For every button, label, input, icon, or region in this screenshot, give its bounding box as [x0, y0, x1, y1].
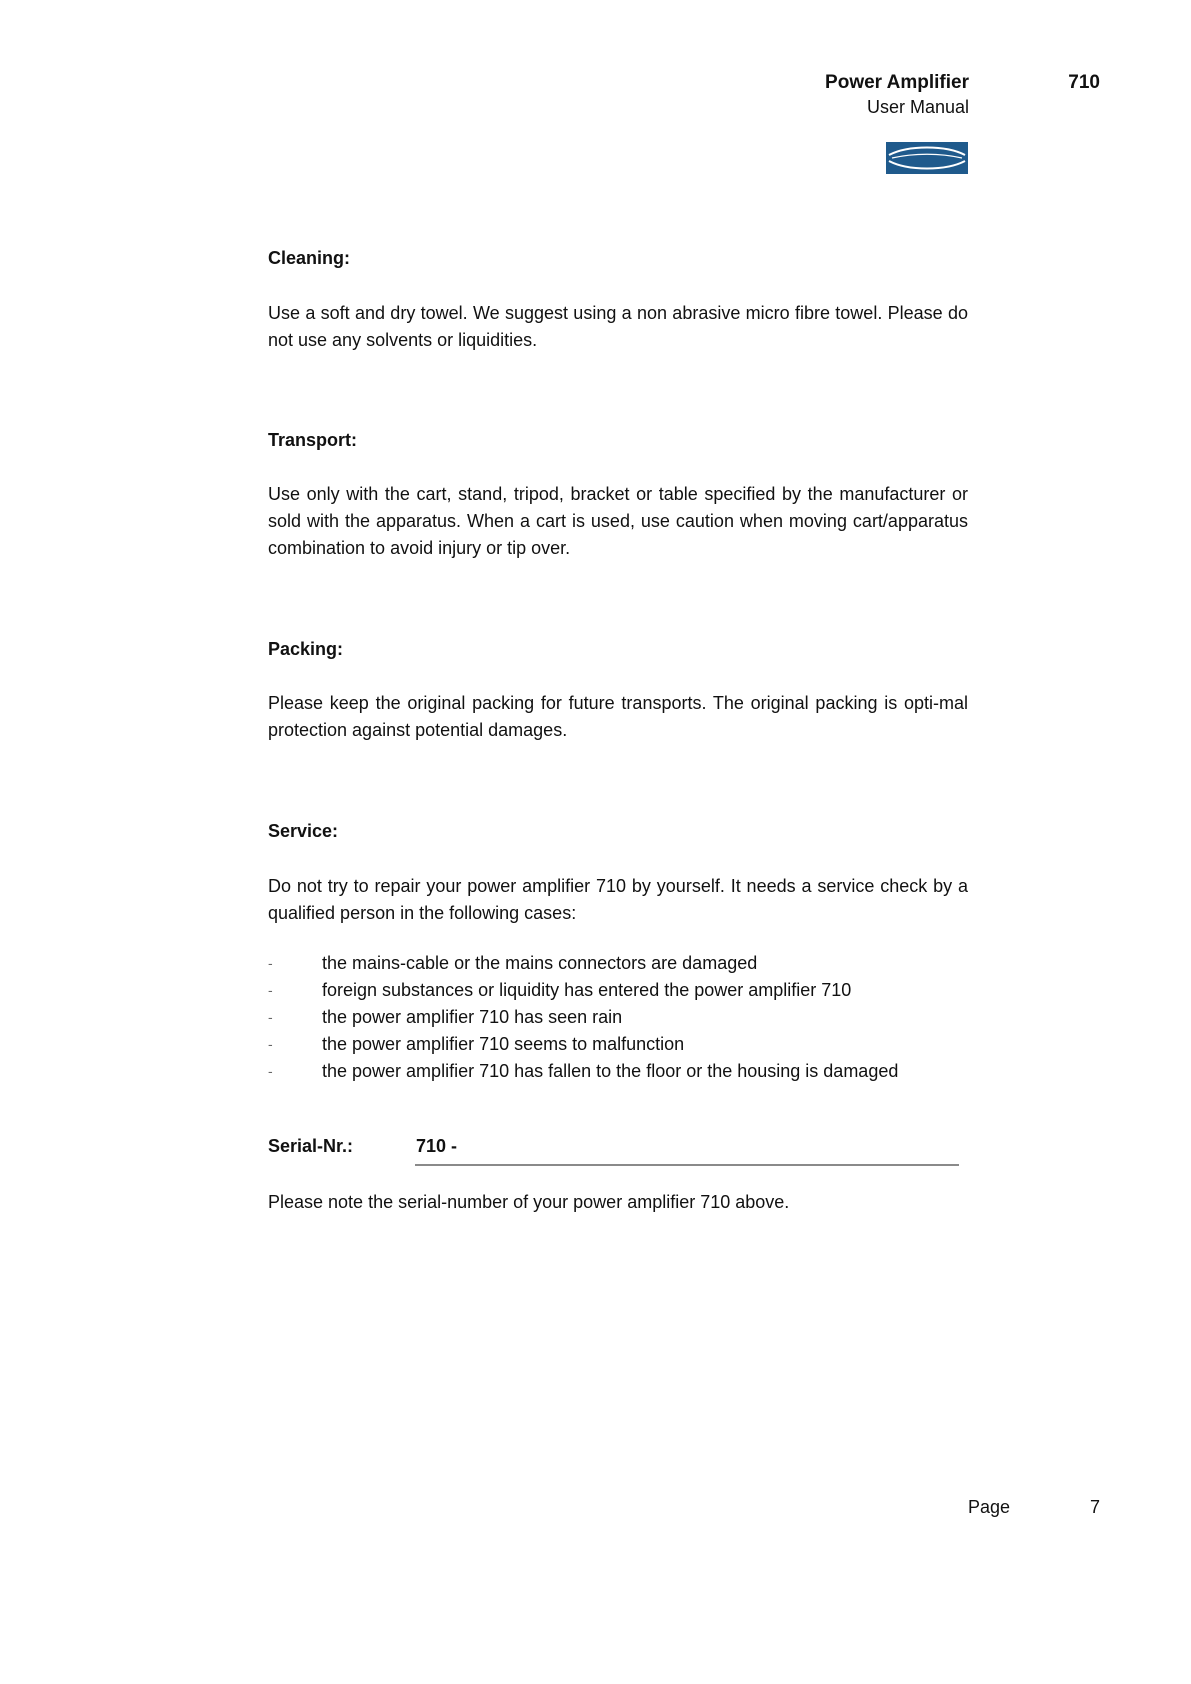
bullet-dash: -	[268, 955, 273, 971]
list-item-text: the power amplifier 710 seems to malfunction	[322, 1034, 685, 1054]
brand-logo-icon	[886, 142, 968, 174]
bullet-dash: -	[268, 982, 273, 998]
footer-page-label: Page	[968, 1497, 1011, 1517]
serial-number-note: Please note the serial-number of your power amplifier 710 above.	[268, 1192, 790, 1212]
header-title: Power Amplifier	[825, 72, 969, 93]
serial-number-write-line	[415, 1164, 959, 1166]
section-heading-service: Service:	[268, 821, 339, 841]
serial-number-label: Serial-Nr.:	[268, 1136, 354, 1156]
header-subtitle: User Manual	[866, 97, 969, 117]
list-item	[268, 1058, 988, 1085]
section-body-packing: Please keep the original packing for future transports. The original packing is opti-mal protection against potential damages.	[268, 693, 968, 740]
bullet-dash: -	[268, 1063, 273, 1079]
serial-number-value: 710 -	[416, 1136, 458, 1156]
section-body-transport: Use only with the cart, stand, tripod, bracket or table specified by the manufacturer or sold with the apparatus. When a cart is used, use caution when moving cart/apparatus combination to avoid injury or tip over.	[268, 484, 968, 558]
list-item-text: the power amplifier 710 has seen rain	[322, 1007, 623, 1027]
list-item-text: the mains-cable or the mains connectors are damaged	[322, 953, 758, 973]
list-item-text: the power amplifier 710 has fallen to the floor or the housing is damaged	[322, 1061, 899, 1081]
section-heading-packing: Packing:	[268, 639, 344, 659]
section-heading-cleaning: Cleaning:	[268, 248, 351, 268]
section-heading-transport: Transport:	[268, 430, 358, 450]
section-body-service: Do not try to repair your power amplifier 710 by yourself. It needs a service check by a qualified person in the following cases:	[268, 876, 968, 923]
bullet-dash: -	[268, 1009, 273, 1025]
bullet-dash: -	[268, 1036, 273, 1052]
list-item	[268, 950, 988, 977]
list-item	[268, 1004, 988, 1031]
list-item	[268, 1031, 988, 1058]
list-item	[268, 977, 988, 1004]
section-body-cleaning: Use a soft and dry towel. We suggest using a non abrasive micro fibre towel. Please do not use any solvents or liquidities.	[268, 303, 968, 350]
footer-page-number: 7	[1089, 1497, 1100, 1517]
list-item-text: foreign substances or liquidity has entered the power amplifier 710	[322, 980, 852, 1000]
header-model-number: 710	[1068, 72, 1100, 93]
service-cases-list	[268, 950, 988, 1085]
